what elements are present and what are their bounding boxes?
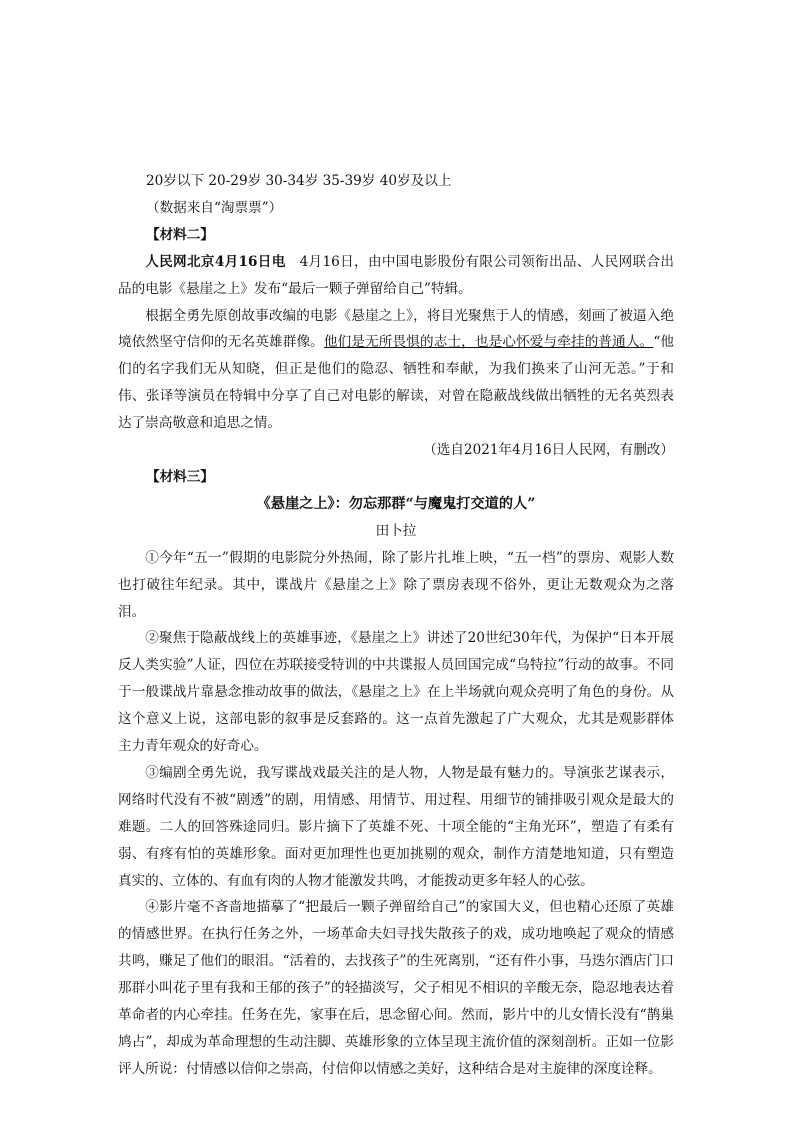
material3-author: 田卜拉 (375, 522, 417, 539)
material3-paragraph-3: ③编剧全勇先说，我写谍战戏最关注的是人物，人物是最有魅力的。导演张艺谋表示，网络时代没有不被“剧透”的剧，用情感、用情节、用过程、用细节的铺排吸引观众是最大的难题。二人的回答殊途同归。影片摘下了英雄不死、十项全能的“主角光环”，塑造了有柔有弱、有疼有怕的英雄形象。面对更加理性也更加挑剔的观众，制作方清楚地知道，只有塑造真实的、立体的、有血有肉的人物才能激发共鸣，才能拨动更多年轻人的心弦。 (118, 764, 674, 889)
material2-body-text-2: “他们的名字我们无从知晓，但正是他们的隐忍、牺牲和奉献，为我们换来了山河无恙。”于和伟、张译等演员在特辑中分享了自己对电影的解读，对曾在隐蔽战线做出牺牲的无名英烈表达了崇高敬意和追思之情。 (118, 334, 675, 432)
material3-paragraph-1: ①今年“五一”假期的电影院分外热闹，除了影片扎堆上映，“五一档”的票房、观影人数也打破往年纪录。其中，谍战片《悬崖之上》除了票房表现不俗外，更让无数观众为之落泪。 (118, 549, 674, 620)
material2-body-paragraph (118, 303, 674, 438)
material2-source: （选自2021年4月16日人民网，有删改） (423, 442, 674, 459)
material2-lead-text: 4月16日，由中国电影股份有限公司领衔出品、人民网联合出品的电影《悬崖之上》发布“最后一颗子弹留给自己”特辑。 (118, 253, 674, 297)
news-dateline: 人民网北京4月16日电 (145, 253, 286, 270)
material2-underlined-sentence: 他们是无所畏惧的志士，也是心怀爱与牵挂的普通人。 (323, 334, 654, 351)
document-page (118, 168, 674, 1083)
material3-paragraph-2: ②聚焦于隐蔽战线上的英雄事迹，《悬崖之上》讲述了20世纪30年代，为保护“日本开展反人类实验”人证，四位在苏联接受特训的中共谍报人员回国完成“乌特拉”行动的故事。不同于一般谍战片靠悬念推动故事的做法，《悬崖之上》在上半场就向观众亮明了角色的身份。从这个意义上说，这部电影的叙事是反套路的。这一点首先激起了广大观众，尤其是观影群体主力青年观众的好奇心。 (118, 630, 674, 755)
data-source-note: （数据来自“淘票票”） (146, 199, 283, 216)
chart-axis-labels: 20岁以下 20-29岁 30-34岁 35-39岁 40岁及以上 (146, 173, 452, 189)
material2-lead-paragraph (118, 249, 674, 303)
material3-title: 《悬崖之上》：勿忘那群“与魔鬼打交道的人” (256, 495, 536, 512)
material2-body-text-1: 根据全勇先原创故事改编的电影《悬崖之上》，将目光聚焦于人的情感，刻画了被逼入绝境依然坚守信仰的无名英雄群像。 (118, 307, 674, 351)
material3-label: 【材料三】 (146, 468, 214, 485)
material2-label: 【材料二】 (146, 226, 214, 243)
material3-paragraph-4: ④影片毫不吝啬地描摹了“把最后一颗子弹留给自己”的家国大义，但也精心还原了英雄的情感世界。在执行任务之外，一场革命夫妇寻找失散孩子的戏，成功地唤起了观众的情感共鸣，赚足了他们的眼泪。“活着的，去找孩子”的生死离别，“还有件小事，马迭尔酒店门口那群小叫花子里有我和王郁的孩子”的轻描淡写，父子相见不相识的辛酸无奈，隐忍地表达着革命者的内心牵挂。任务在先，家事在后，思念留心间。然而，影片中的儿女情长没有“鹊巢鸠占”，却成为革命理想的生动注脚、英雄形象的立体呈现主流价值的深刻剖析。正如一位影评人所说：付情感以信仰之崇高，付信仰以情感之美好，这种结合是对主旋律的深度诠释。 (118, 899, 674, 1077)
